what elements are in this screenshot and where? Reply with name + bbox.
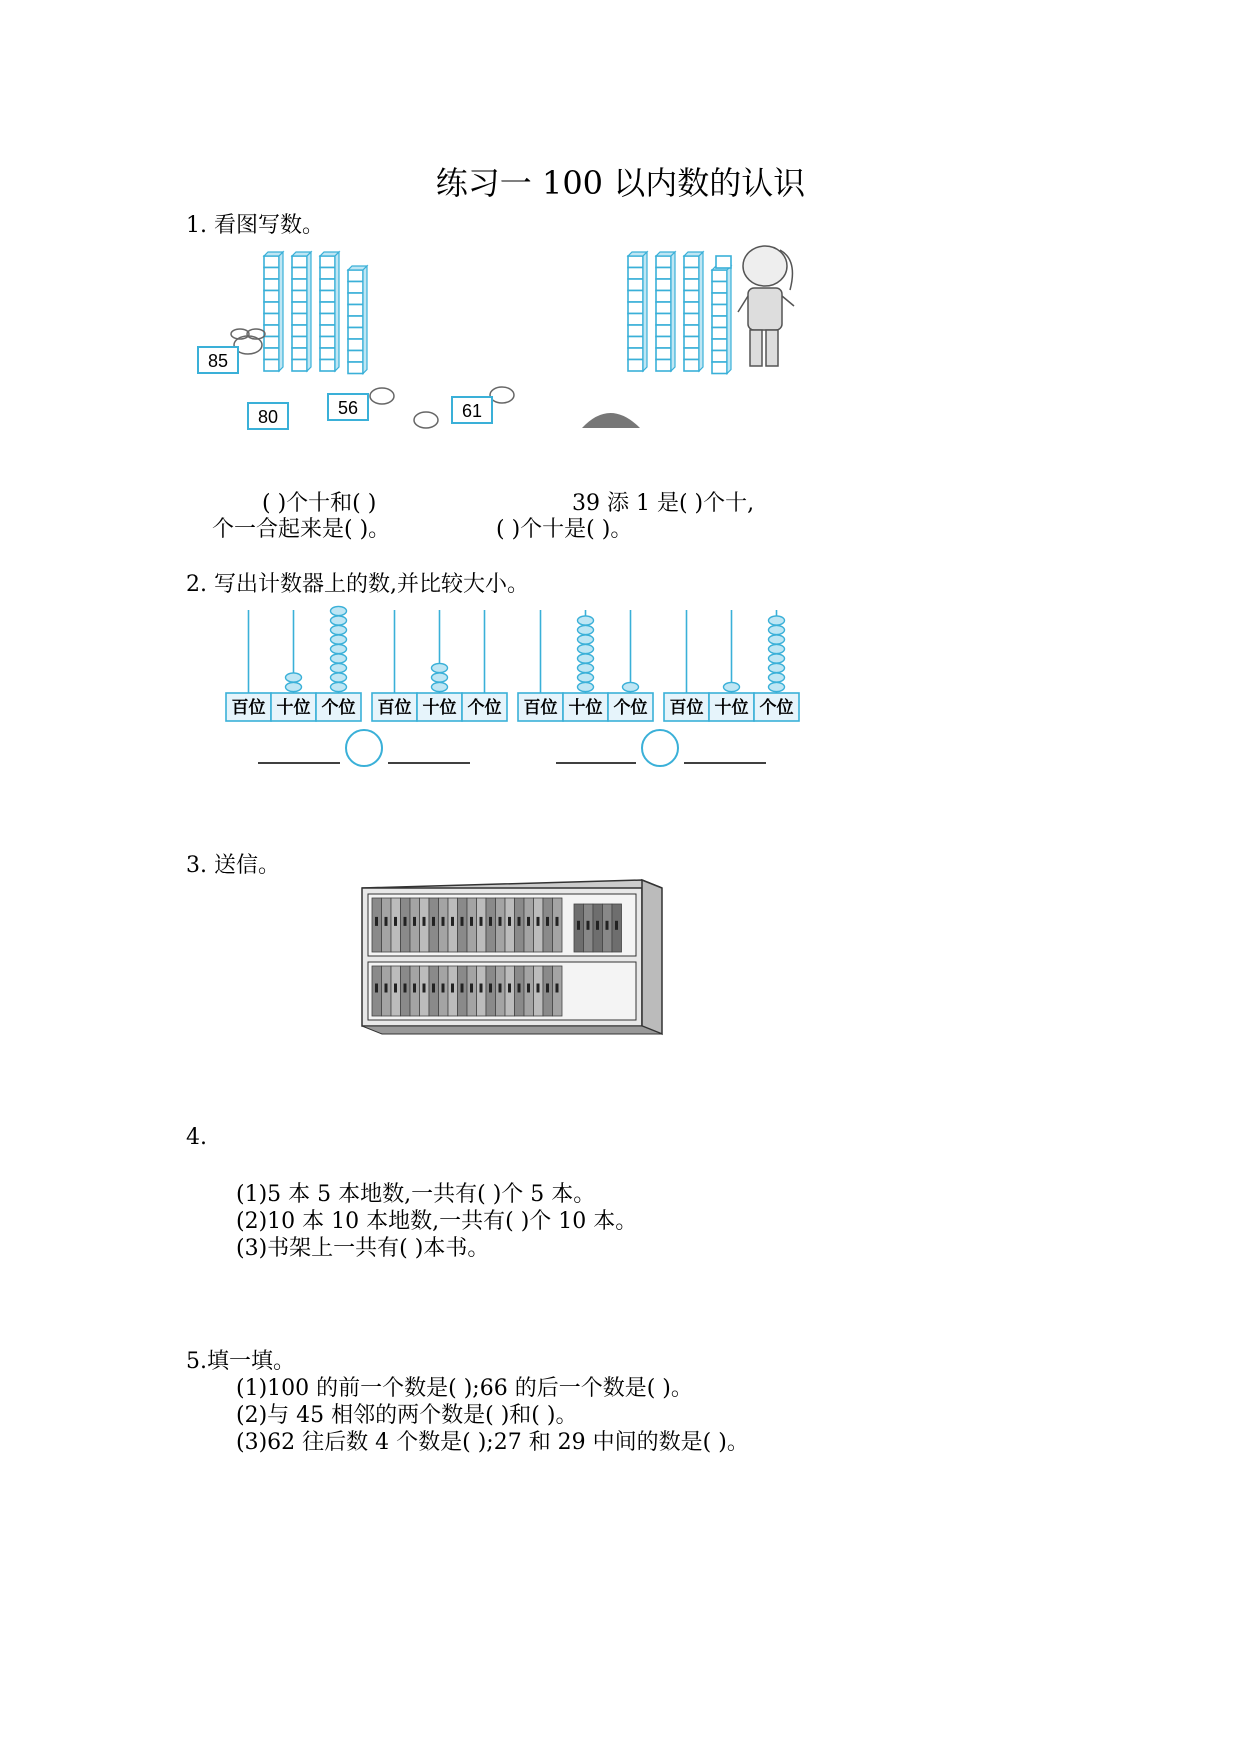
ten-rod bbox=[684, 252, 703, 371]
book bbox=[515, 898, 525, 952]
abacus-bead bbox=[331, 654, 347, 663]
q1-fill-left: ( )个十和( ) bbox=[262, 491, 377, 516]
abacus-bead bbox=[331, 635, 347, 644]
abacus-bead bbox=[769, 673, 785, 682]
abacus-bead bbox=[432, 673, 448, 682]
book bbox=[477, 966, 487, 1016]
books-bottom-shelf bbox=[372, 966, 562, 1016]
place-label: 百位 bbox=[523, 698, 558, 718]
ten-rod bbox=[320, 252, 339, 371]
q3-heading: 3. 送信。 bbox=[186, 853, 280, 878]
place-label: 百位 bbox=[231, 698, 266, 718]
abacus-bead bbox=[432, 663, 448, 672]
page-title: 练习一 100 以内数的认识 bbox=[435, 164, 806, 202]
abacus-bead bbox=[578, 625, 594, 634]
abacus-bead bbox=[578, 635, 594, 644]
number-tag-80 bbox=[248, 403, 288, 429]
abacus-bead bbox=[331, 625, 347, 634]
ten-rod bbox=[656, 252, 675, 371]
q1-fill-right: 39 添 1 是( )个十, bbox=[572, 491, 755, 516]
book bbox=[496, 898, 506, 952]
book bbox=[524, 898, 534, 952]
book bbox=[391, 966, 401, 1016]
book bbox=[429, 966, 439, 1016]
abacus bbox=[518, 610, 653, 721]
book bbox=[448, 898, 458, 952]
book bbox=[382, 898, 392, 952]
abacus-bead bbox=[331, 616, 347, 625]
book bbox=[467, 966, 477, 1016]
book bbox=[439, 898, 449, 952]
book bbox=[410, 966, 420, 1016]
abacus-bead bbox=[623, 682, 639, 691]
svg-text:61: 61 bbox=[461, 401, 483, 421]
abacus-bead bbox=[578, 682, 594, 691]
abacus-bead bbox=[769, 654, 785, 663]
compare-circle bbox=[346, 730, 382, 766]
place-label: 十位 bbox=[568, 698, 603, 718]
abacus-bead bbox=[769, 616, 785, 625]
book bbox=[467, 898, 477, 952]
place-label: 百位 bbox=[377, 698, 412, 718]
ten-rod bbox=[712, 266, 731, 374]
place-label: 个位 bbox=[321, 698, 356, 718]
abacus-bead bbox=[286, 673, 302, 682]
ten-rod bbox=[348, 266, 367, 374]
ten-rods-right bbox=[628, 252, 731, 374]
book bbox=[410, 898, 420, 952]
book bbox=[477, 898, 487, 952]
q1-illustration bbox=[0, 240, 1241, 460]
book bbox=[612, 904, 622, 952]
abacus bbox=[226, 606, 361, 721]
q4-heading: 4. bbox=[186, 1125, 207, 1150]
book bbox=[486, 966, 496, 1016]
q1-heading: 1. 看图写数。 bbox=[186, 213, 324, 238]
ten-rod bbox=[264, 252, 283, 371]
book bbox=[543, 898, 553, 952]
abacus-bead bbox=[769, 663, 785, 672]
q1-fill-right-2: ( )个十是( )。 bbox=[496, 517, 633, 542]
place-label: 个位 bbox=[759, 698, 794, 718]
book bbox=[496, 966, 506, 1016]
q5-item-1: (1)100 的前一个数是( );66 的后一个数是( )。 bbox=[236, 1376, 693, 1401]
book bbox=[505, 966, 515, 1016]
svg-text:80: 80 bbox=[257, 407, 279, 427]
abacus-bead bbox=[331, 663, 347, 672]
abacus-bead bbox=[578, 654, 594, 663]
abacus-bead bbox=[578, 663, 594, 672]
place-label: 个位 bbox=[613, 698, 648, 718]
book bbox=[448, 966, 458, 1016]
abacus-bead bbox=[769, 625, 785, 634]
book bbox=[486, 898, 496, 952]
book bbox=[553, 966, 563, 1016]
ten-rod bbox=[292, 252, 311, 371]
book bbox=[420, 898, 430, 952]
place-label: 百位 bbox=[669, 698, 704, 718]
svg-text:56: 56 bbox=[337, 398, 359, 418]
place-label: 十位 bbox=[276, 698, 311, 718]
abacus-bead bbox=[769, 644, 785, 653]
abacus-bead bbox=[578, 644, 594, 653]
girl-figure bbox=[738, 246, 794, 366]
book bbox=[524, 966, 534, 1016]
book bbox=[553, 898, 563, 952]
number-tag-61 bbox=[452, 397, 492, 423]
abacus-bead bbox=[769, 635, 785, 644]
abacus bbox=[664, 610, 799, 721]
book bbox=[372, 898, 382, 952]
abacus-bead bbox=[331, 606, 347, 615]
q5-heading: 5.填一填。 bbox=[186, 1349, 295, 1374]
place-label: 十位 bbox=[714, 698, 749, 718]
book bbox=[505, 898, 515, 952]
abacus-bead bbox=[331, 644, 347, 653]
q1-fill-left-2: 个一合起来是( )。 bbox=[212, 517, 391, 542]
abacus-bead bbox=[578, 673, 594, 682]
svg-text:85: 85 bbox=[207, 351, 229, 371]
book bbox=[534, 966, 544, 1016]
abacus-row bbox=[0, 605, 1241, 765]
books-top-shelf bbox=[372, 898, 622, 952]
book bbox=[401, 898, 411, 952]
place-label: 十位 bbox=[422, 698, 457, 718]
book bbox=[458, 966, 468, 1016]
abacus-bead bbox=[331, 673, 347, 682]
book bbox=[515, 966, 525, 1016]
q4-item-3: (3)书架上一共有( )本书。 bbox=[236, 1236, 490, 1261]
abacus-bead bbox=[769, 682, 785, 691]
ten-rod bbox=[628, 252, 647, 371]
number-tag-56 bbox=[328, 394, 368, 420]
book bbox=[593, 904, 603, 952]
q4-item-1: (1)5 本 5 本地数,一共有( )个 5 本。 bbox=[236, 1182, 596, 1207]
q4-item-2: (2)10 本 10 本地数,一共有( )个 10 本。 bbox=[236, 1209, 638, 1234]
place-label: 个位 bbox=[467, 698, 502, 718]
book bbox=[603, 904, 613, 952]
book bbox=[458, 898, 468, 952]
bookshelf-illustration bbox=[0, 870, 1241, 1040]
book bbox=[584, 904, 594, 952]
q5-item-3: (3)62 往后数 4 个数是( );27 和 29 中间的数是( )。 bbox=[236, 1430, 749, 1455]
rock-shape bbox=[582, 413, 640, 428]
abacus-bead bbox=[432, 682, 448, 691]
book bbox=[391, 898, 401, 952]
book bbox=[401, 966, 411, 1016]
book bbox=[439, 966, 449, 1016]
abacus bbox=[372, 610, 507, 721]
abacus-bead bbox=[286, 682, 302, 691]
number-tag-85 bbox=[198, 347, 238, 373]
book bbox=[429, 898, 439, 952]
book bbox=[534, 898, 544, 952]
abacus-bead bbox=[724, 682, 740, 691]
compare-circle bbox=[642, 730, 678, 766]
abacus-bead bbox=[331, 682, 347, 691]
q5-item-2: (2)与 45 相邻的两个数是( )和( )。 bbox=[236, 1403, 578, 1428]
q2-heading: 2. 写出计数器上的数,并比较大小。 bbox=[186, 572, 529, 597]
book bbox=[382, 966, 392, 1016]
book bbox=[574, 904, 584, 952]
book bbox=[420, 966, 430, 1016]
book bbox=[543, 966, 553, 1016]
ten-rods-left bbox=[264, 252, 367, 374]
book bbox=[372, 966, 382, 1016]
abacus-bead bbox=[578, 616, 594, 625]
